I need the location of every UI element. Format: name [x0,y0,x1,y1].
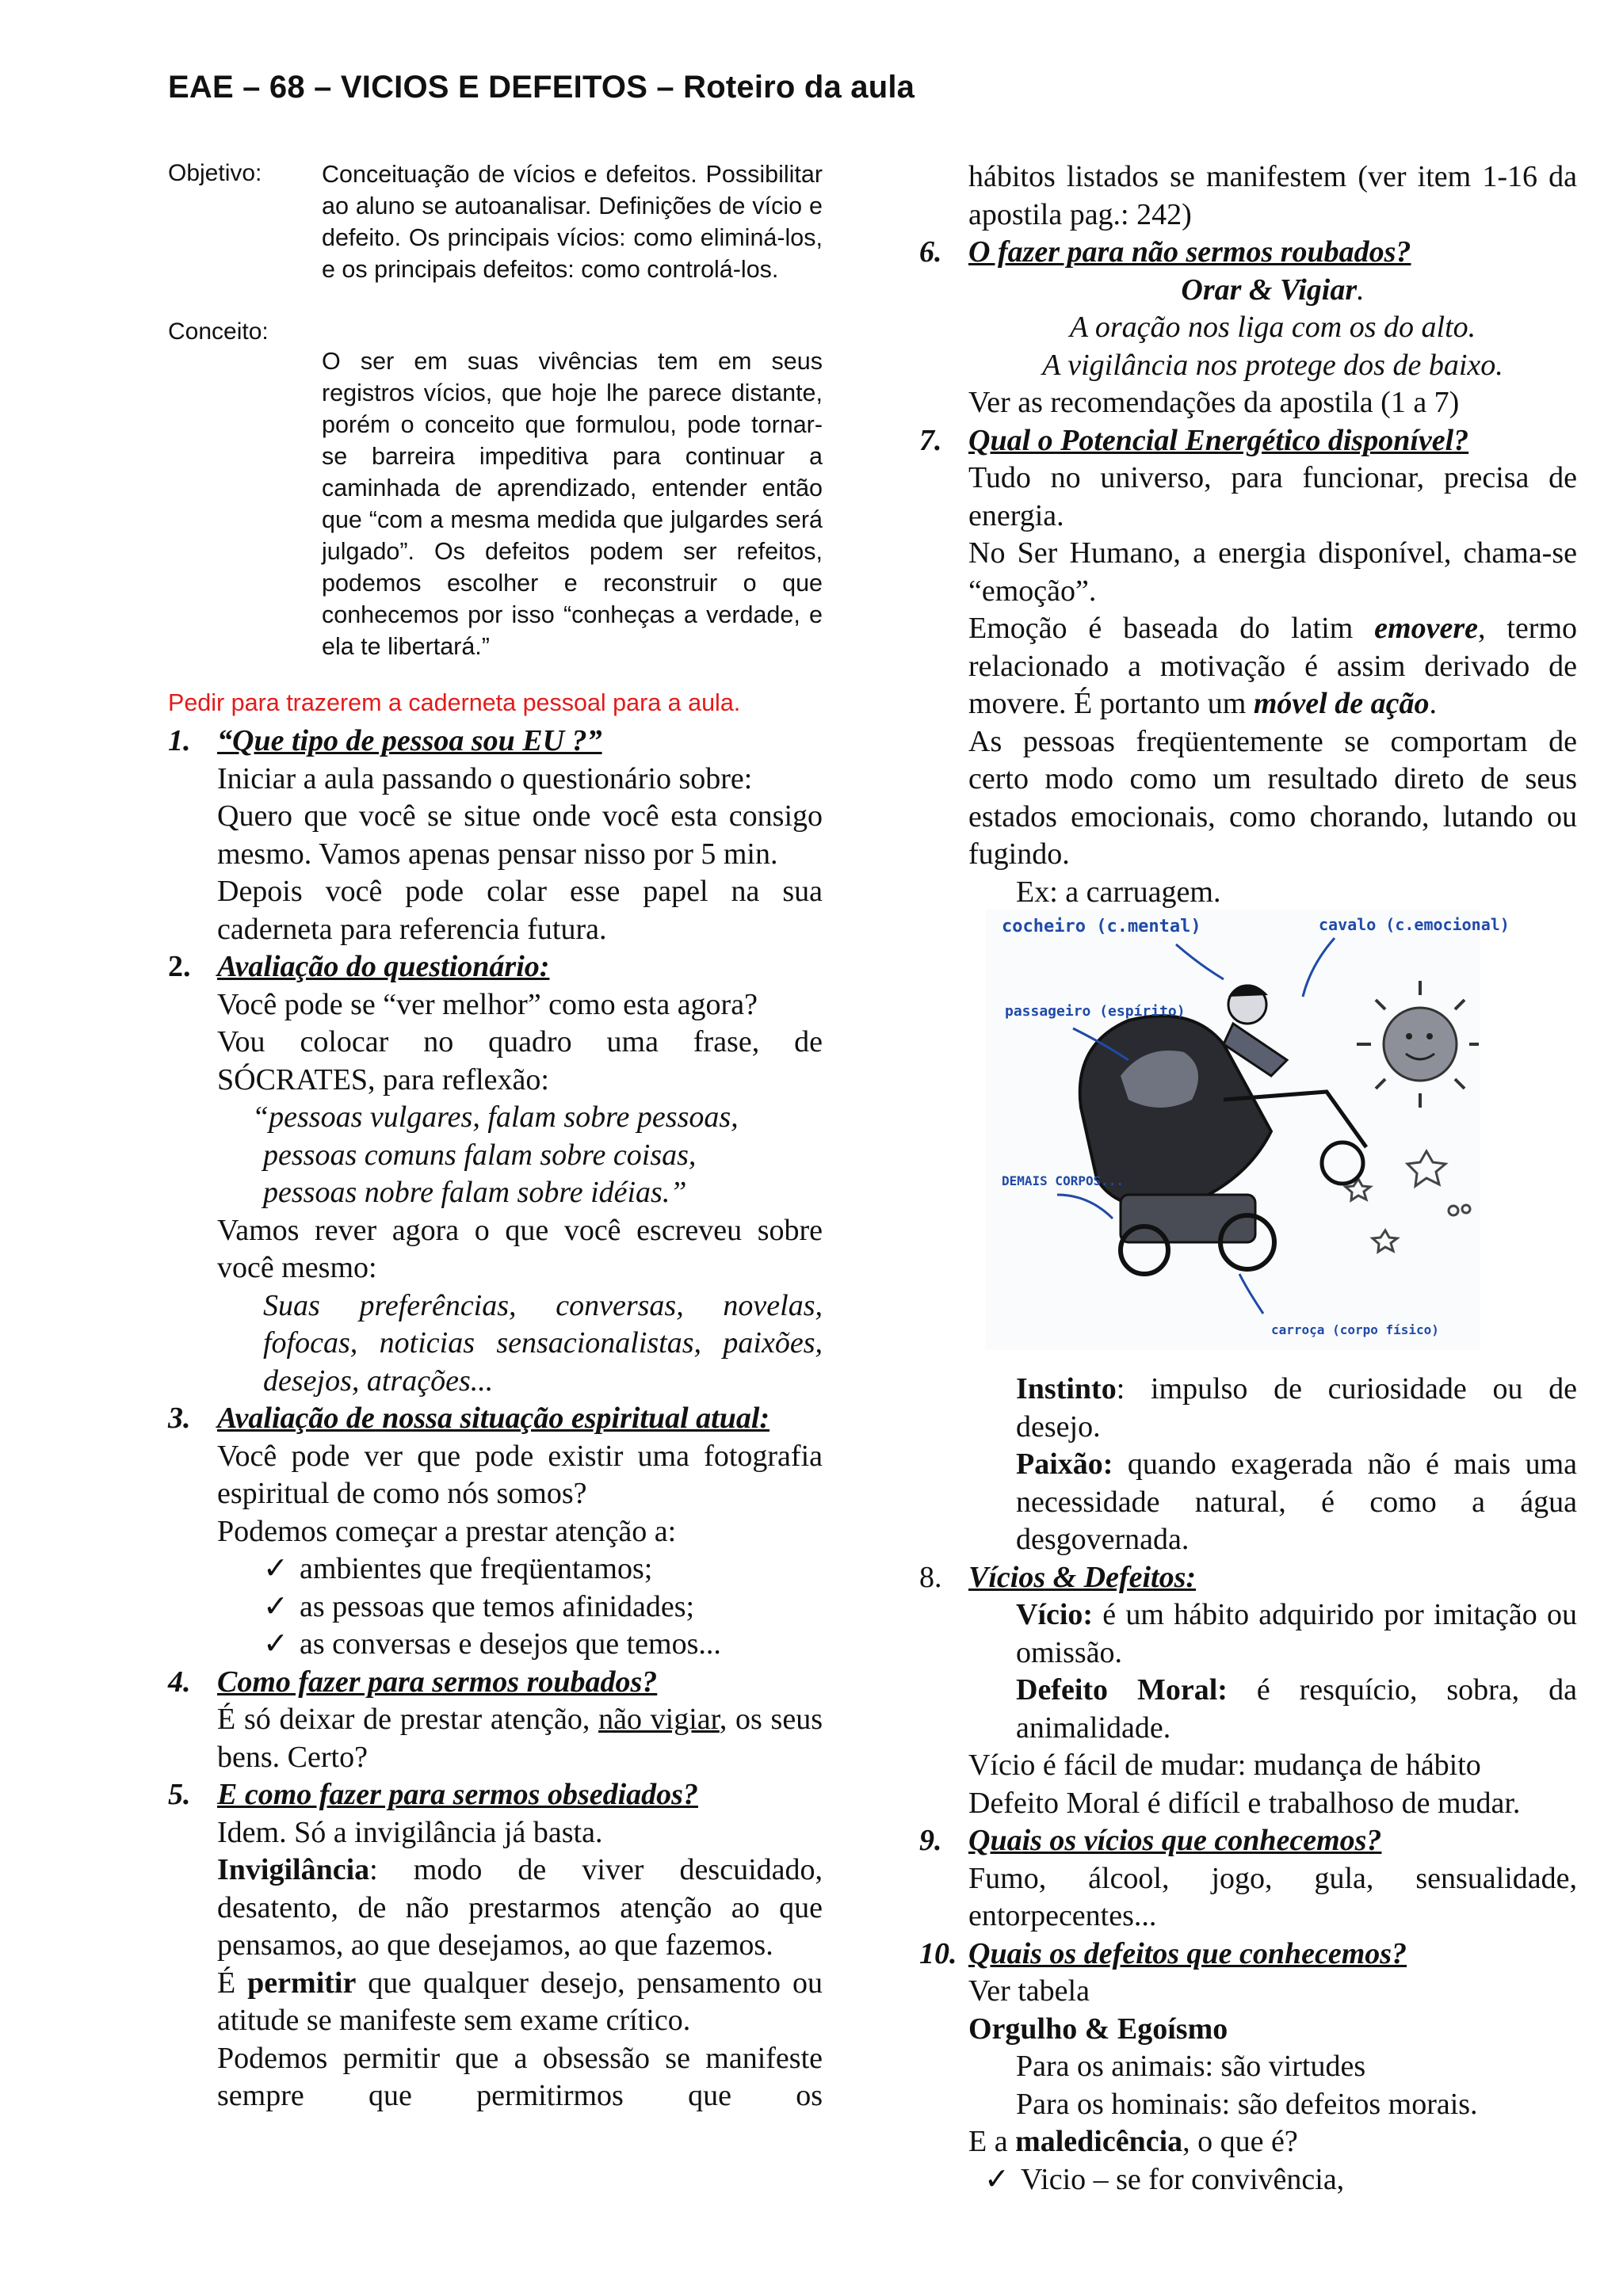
section-9-number: 9. [919,1824,942,1857]
conceito-label: Conceito: [168,318,269,345]
section-6-p1: Ver as recomendações da apostila (1 a 7) [968,386,1460,419]
section-5-number: 5. [168,1778,191,1811]
section-2 [168,948,823,1400]
conceito-text: O ser em suas vivências tem em seus registros vícios, que hoje lhe parece distante, porém o conceito que formulou, pode tornar-se barreira impeditiva para continuar a caminhada de aprendizado, entender então que “com a mesma medida que julgardes será julgado”. Os defeitos podem ser refeitos, podemos escolher e reconstruir o que conhecemos por isso “conheças a verdade, e ela te libertará.” [322,348,823,660]
section-5-p3: É permitir que qualquer desejo, pensamento ou atitude se manifeste sem exame crítico. [217,1966,823,2037]
section-8 [919,1559,1577,1823]
checklist-item-text: Vicio – se for convivência, [1021,2162,1345,2196]
checklist-item [263,1589,823,1627]
section-3-p1: Você pode ver que pode existir uma fotografia espiritual de como nós somos? [217,1439,823,1510]
section-7-heading: Qual o Potencial Energético disponível? [968,423,1469,457]
check-icon: ✓ [263,1627,288,1661]
section-4-number: 4. [168,1665,191,1699]
paixao-def: Paixão: quando exagerada não é mais uma necessidade natural, é como a água desgovernada. [1016,1447,1577,1556]
section-1 [168,723,823,948]
section-7-number: 7. [919,423,942,457]
section-2-p1: Você pode se “ver melhor” como esta agora? [217,987,758,1021]
objetivo-label: Objetivo: [168,160,262,186]
label-passageiro: passageiro (espírito) [1005,1003,1186,1020]
section-6-number: 6. [919,235,942,269]
section-1-p2: Quero que você se situe onde você esta consigo mesmo. Vamos apenas pensar nisso por 5 min. [217,799,823,871]
section-2-p3: Vamos rever agora o que você escreveu sobre você mesmo: [217,1213,823,1284]
section-5-p1: Idem. Só a invigilância já basta. [217,1815,603,1849]
carriage-illustration [986,910,1510,1350]
check-icon: ✓ [263,1589,288,1623]
carriage-body [1080,1016,1366,1274]
section-7-p3: Emoção é baseada do latim emovere, termo relacionado a motivação é assim derivado de movere. É portanto um móvel de ação. [968,612,1578,720]
label-cavalo: cavalo (c.emocional) [1319,915,1510,934]
section-5-p2: Invigilância: modo de viver descuidado, desatento, de não prestarmos atenção ao que pensamos, ao que desejamos, ao que fazemos. [217,1853,823,1962]
checklist-item [263,1626,823,1664]
section-6 [919,234,1577,422]
section-4-p1: É só deixar de prestar atenção, não vigiar, os seus bens. Certo? [217,1703,823,1774]
section-7-p5: Ex: a carruagem. [1016,875,1221,909]
section-3-heading: Avaliação de nossa situação espiritual atual: [217,1402,770,1435]
section-8-number: 8. [919,1560,942,1594]
section-1-heading: “Que tipo de pessoa sou EU ?” [217,724,602,757]
section-8-p2: Defeito Moral é difícil e trabalhoso de mudar. [968,1786,1521,1820]
section-3-number: 3. [168,1402,191,1435]
section-9 [919,1822,1577,1936]
section-8-heading: Vícios & Defeitos: [968,1560,1197,1594]
vigilancia-line: A vigilância nos protege dos de baixo. [1042,348,1503,382]
checklist-item-text: as pessoas que temos afinidades; [300,1589,695,1623]
section-9-heading: Quais os vícios que conhecemos? [968,1824,1382,1857]
section-8-p1: Vício é fácil de mudar: mudança de hábito [968,1749,1481,1782]
checklist-item [984,2161,1577,2199]
section-10-sub: Orgulho & Egoísmo [968,2012,1228,2046]
defeito-def: Defeito Moral: é resquício, sobra, da animalidade. [1016,1673,1577,1745]
section-10-p2: Para os animais: são virtudes [1016,2050,1366,2083]
objetivo-text: Conceituação de vícios e defeitos. Possibilitar ao aluno se autoanalisar. Definições de vício e defeito. Os principais vícios: como eliminá-los, e os principais defeitos: como controlá-los. [322,161,823,283]
section-10-p3: Para os hominais: são defeitos morais. [1016,2087,1478,2121]
section-3 [168,1400,823,1664]
section-10-p1: Ver tabela [968,1974,1090,2008]
red-note: Pedir para trazerem a caderneta pessoal para a aula. [168,689,741,716]
oracao-line: A oração nos liga com os do alto. [1069,311,1476,344]
section-2-p4: Suas preferências, conversas, novelas, fofocas, noticias sensacionalistas, paixões, desejos, atrações... [263,1288,823,1398]
check-icon: ✓ [984,2162,1010,2196]
label-demais: DEMAIS CORPOS... [1002,1173,1125,1188]
section-7-p1: Tudo no universo, para funcionar, precisa de energia. [968,461,1577,532]
section-1-p1: Iniciar a aula passando o questionário sobre: [217,761,753,795]
section-2-heading: Avaliação do questionário: [217,950,550,983]
section-7-p4: As pessoas freqüentemente se comportam de certo modo como um resultado direto de seus estados emocionais, como chorando, lutando ou fugindo. [968,724,1577,871]
label-cocheiro: cocheiro (c.mental) [1002,917,1201,936]
section-9-p1: Fumo, álcool, jogo, gula, sensualidade, entorpecentes... [968,1861,1577,1932]
section-1-number: 1. [168,724,191,757]
orar-vigiar: Orar & Vigiar. [1181,273,1365,307]
section-2-p2: Vou colocar no quadro uma frase, de SÓCRATES, para reflexão: [217,1025,823,1097]
label-carroca: carroça (corpo físico) [1271,1322,1439,1337]
sun-icon [1357,981,1479,1108]
socrates-quote-1: “pessoas vulgares, falam sobre pessoas, [252,1100,739,1134]
socrates-quote-2: pessoas comuns falam sobre coisas, [263,1138,697,1172]
checklist-item [263,1550,823,1589]
instinto-def: Instinto: impulso de curiosidade ou de desejo. [1016,1372,1577,1444]
section-6-heading: O fazer para não sermos roubados? [968,235,1411,269]
page-title: EAE – 68 – VICIOS E DEFEITOS – Roteiro da aula [168,70,915,105]
checklist-item-text: ambientes que freqüentamos; [300,1552,653,1585]
section-2-number: 2. [168,950,191,983]
left-column [168,723,823,2115]
section-10-number: 10. [919,1936,957,1970]
section-5-p4: Podemos permitir que a obsessão se manifeste sempre que permitirmos que os [217,2041,823,2112]
section-10-p4: E a maledicência, o que é? [968,2125,1298,2158]
section-5 [168,1776,823,2115]
vicio-def: Vício: é um hábito adquirido por imitação ou omissão. [1016,1598,1577,1669]
section-1-p3: Depois você pode colar esse papel na sua caderneta para referencia futura. [217,875,823,946]
section-4-heading: Como fazer para sermos roubados? [217,1665,658,1699]
section-7-p2: No Ser Humano, a energia disponível, chama-se “emoção”. [968,536,1577,608]
carriage-drawing [986,910,1510,1350]
section-3-p2: Podemos começar a prestar atenção a: [217,1514,677,1548]
section-5-heading: E como fazer para sermos obsediados? [217,1778,698,1811]
socrates-quote-3: pessoas nobre falam sobre idéias.” [263,1176,687,1209]
section-4 [168,1664,823,1777]
section-10-heading: Quais os defeitos que conhecemos? [968,1936,1407,1970]
continuation-text: hábitos listados se manifestem (ver item 1-16 da apostila pag.: 242) [968,160,1577,231]
check-icon: ✓ [263,1552,288,1585]
section-10 [919,1936,1577,2199]
checklist-item-text: as conversas e desejos que temos... [300,1627,721,1661]
